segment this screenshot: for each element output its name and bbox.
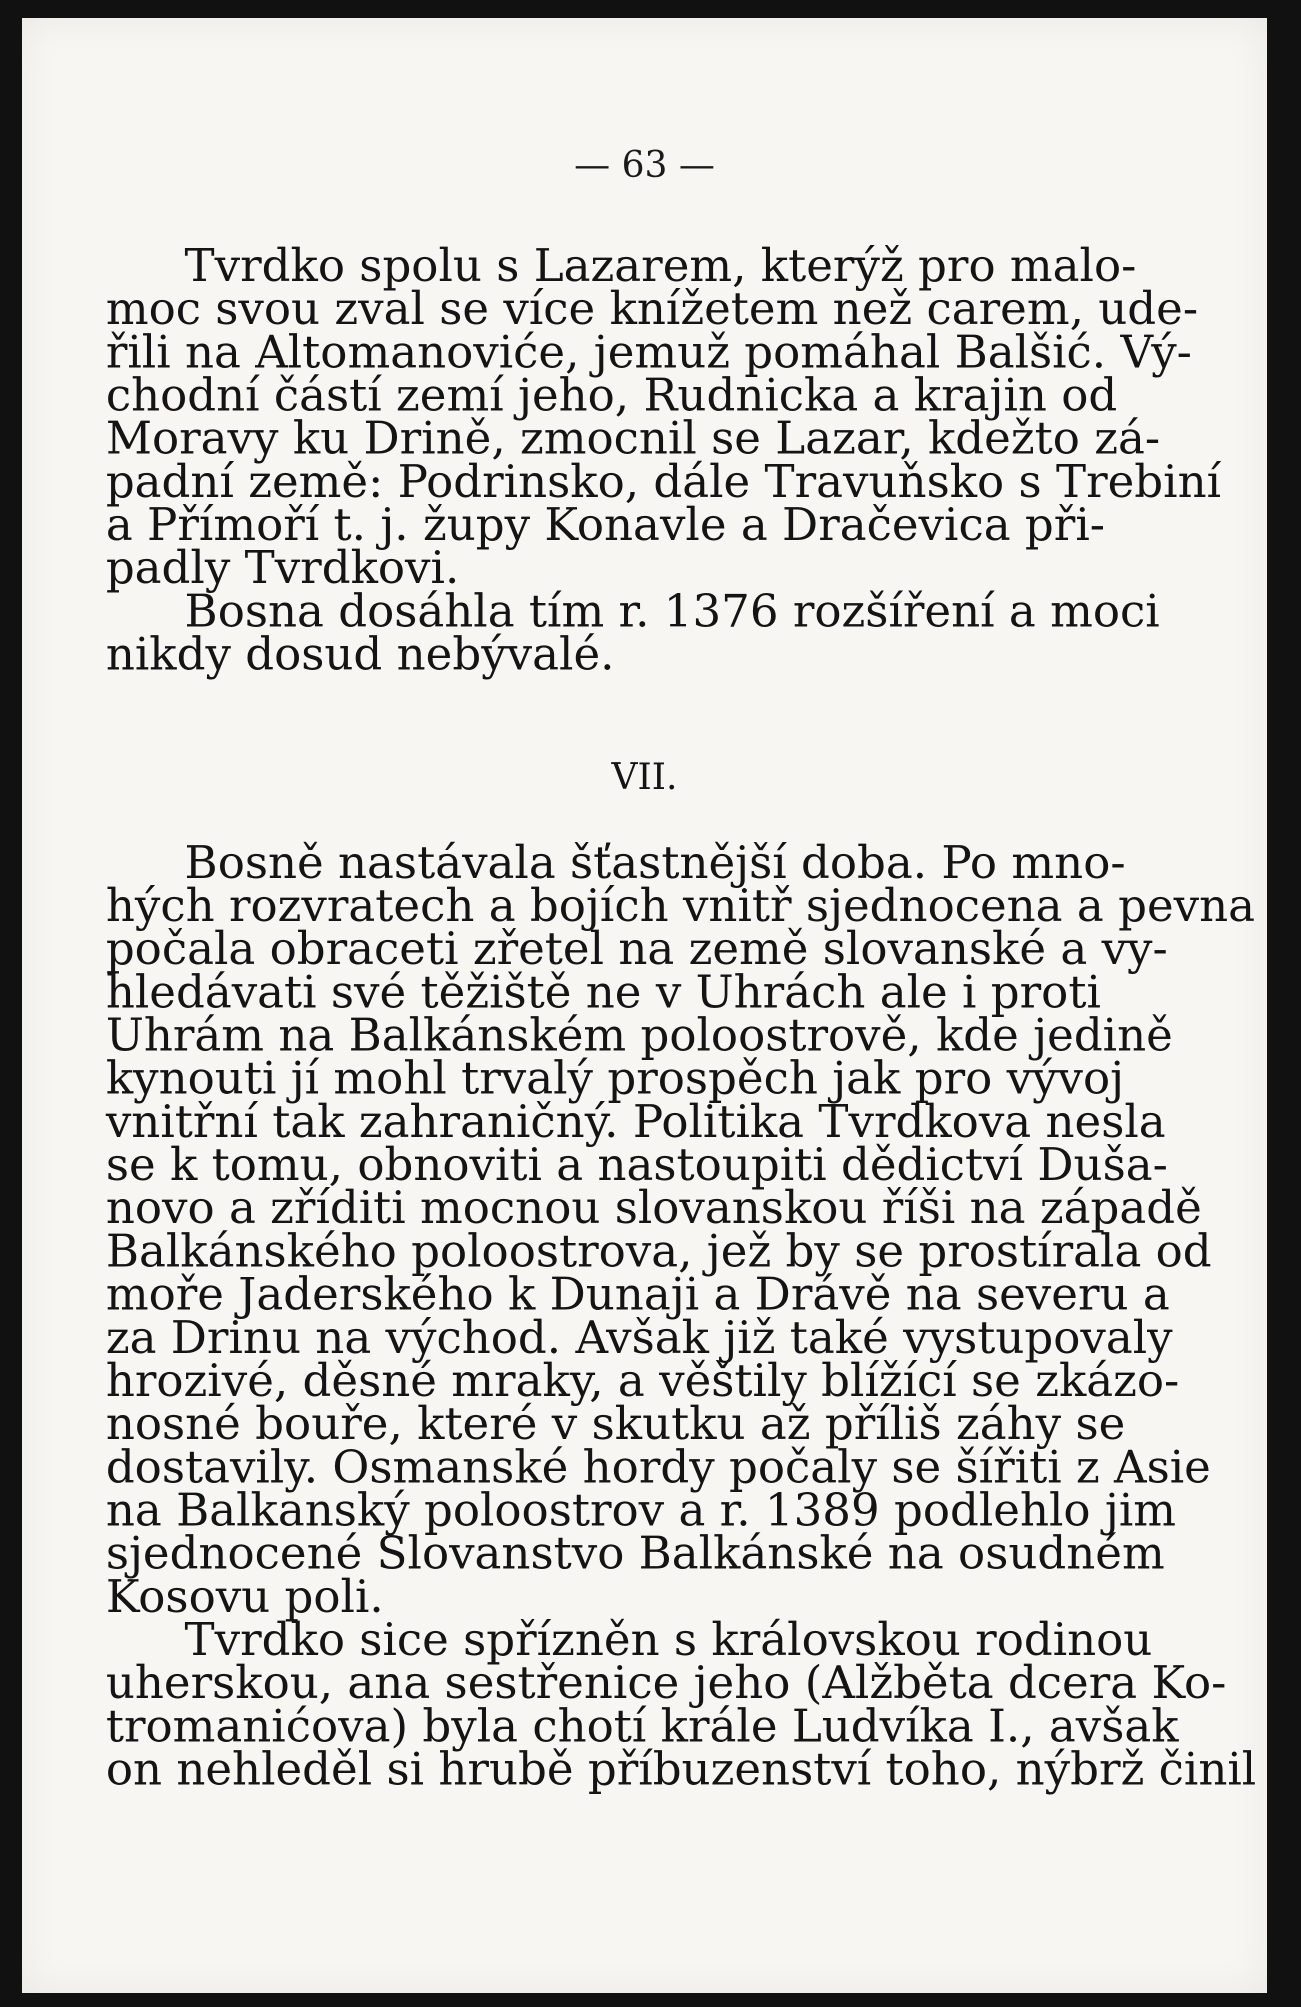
text-line: moc svou zval se více knížetem než carem, ude-	[105, 283, 1199, 336]
text-line: nosné bouře, které v skutku až příliš záhy se	[105, 1398, 1126, 1451]
text-line: Tvrdko sice spřízněn s královskou rodinou	[184, 1614, 1153, 1667]
text-line: Bosně nastávala šťastnější doba. Po mno-	[184, 837, 1126, 890]
text-line: za Drinu na východ. Avšak již také vystupovaly	[105, 1312, 1173, 1365]
text-line: uherskou, ana sestřenice jeho (Alžběta dcera Ko-	[105, 1657, 1227, 1710]
text-line: tromanićova) byla chotí krále Ludvíka I., avšak	[105, 1700, 1179, 1753]
text-line: moře Jaderského k Dunaji a Drávě na severu a	[105, 1268, 1170, 1322]
section-heading: VII.	[611, 757, 678, 799]
book-page	[22, 18, 1267, 1993]
text-line: Kosovu poli.	[105, 1571, 384, 1624]
text-line: řili na Altomanoviće, jemuž pomáhal Balšić. Vý-	[105, 326, 1192, 379]
text-line: on nehleděl si hrubě příbuzenství toho, nýbrž činil	[105, 1743, 1257, 1796]
text-line: Balkánského poloostrova, jež by se prostírala od	[105, 1225, 1212, 1278]
text-line: chodní částí zemí jeho, Rudnicka a krajin od	[105, 369, 1118, 422]
text-line: novo a zříditi mocnou slovanskou říši na západě	[105, 1182, 1202, 1235]
text-line: hledávati své těžiště ne v Uhrách ale i proti	[105, 966, 1101, 1019]
text-line: Moravy ku Drině, zmocnil se Lazar, kdežto zá-	[105, 412, 1161, 466]
page-number: — 63 —	[574, 145, 715, 186]
text-line: Tvrdko spolu s Lazarem, kterýž pro malo-	[184, 240, 1137, 293]
text-line: na Balkanský poloostrov a r. 1389 podlehlo jim	[105, 1484, 1177, 1537]
text-line: a Přímoří t. j. župy Konavle a Dračevica při-	[105, 499, 1105, 552]
text-line: hých rozvratech a bojích vnitř sjednocena a pevna	[105, 880, 1256, 933]
text-line: dostavily. Osmanské hordy počaly se šířiti z Asie	[105, 1441, 1211, 1494]
text-line: Bosna dosáhla tím r. 1376 rozšíření a moci	[184, 585, 1160, 638]
text-line: vnitřní tak zahraničný. Politika Tvrdkova nesla	[105, 1096, 1166, 1149]
text-line: Uhrám na Balkánském poloostrově, kde jedině	[105, 1009, 1173, 1062]
text-line: se k tomu, obnoviti a nastoupiti dědictví Duša-	[105, 1139, 1168, 1192]
text-line: sjednocené Slovanstvo Balkánské na osudném	[105, 1528, 1165, 1581]
text-line: kynouti jí mohl trvalý prospěch jak pro vývoj	[105, 1053, 1125, 1106]
text-line: hrozivé, děsné mraky, a věštily blížící se zkázo-	[105, 1355, 1180, 1408]
text-line: padly Tvrdkovi.	[105, 542, 460, 595]
text-line: počala obraceti zřetel na země slovanské a vy-	[105, 923, 1168, 976]
text-line: padní země: Podrinsko, dále Travuňsko s Trebiní	[105, 456, 1222, 509]
text-line: nikdy dosud nebývalé.	[105, 628, 615, 681]
